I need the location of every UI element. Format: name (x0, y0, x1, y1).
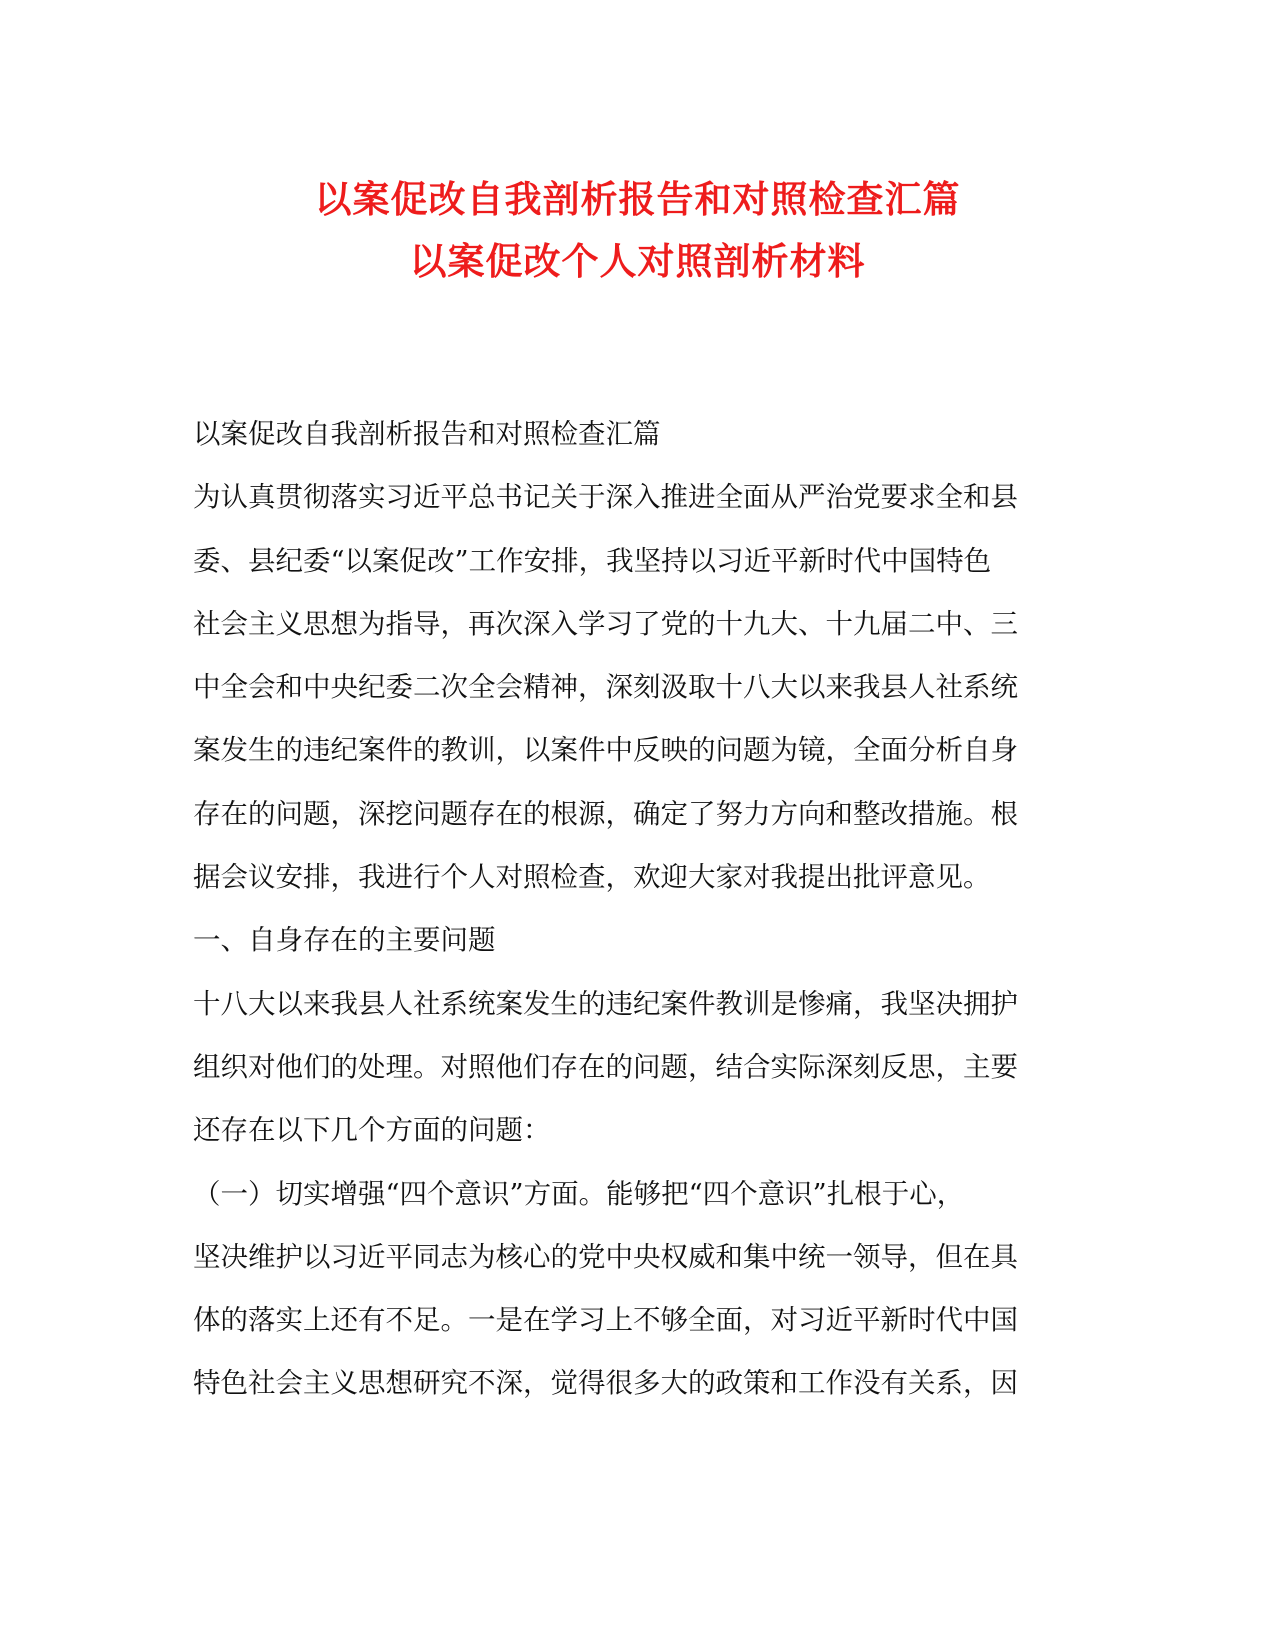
title-line-2: 以案促改个人对照剖析材料 (409, 239, 866, 283)
body-line: 委、县纪委“以案促改”工作安排，我坚持以习近平新时代中国特色 (193, 544, 992, 577)
body-line: 存在的问题，深挖问题存在的根源，确定了努力方向和整改措施。根 (193, 797, 1018, 830)
body-line: 特色社会主义思想研究不深，觉得很多大的政策和工作没有关系，因 (193, 1367, 1018, 1400)
document-title (0, 168, 1275, 292)
document-body (193, 414, 1073, 1427)
body-line: 中全会和中央纪委二次全会精神，深刻汲取十八大以来我县人社系统 (193, 671, 1018, 704)
body-line: 据会议安排，我进行个人对照检查，欢迎大家对我提出批评意见。 (193, 861, 991, 894)
body-line: 还存在以下几个方面的问题： (193, 1114, 551, 1147)
body-line: 组织对他们的处理。对照他们存在的问题，结合实际深刻反思，主要 (193, 1050, 1018, 1083)
body-line: 社会主义思想为指导，再次深入学习了党的十九大、十九届二中、三 (193, 607, 1018, 640)
body-line: 案发生的违纪案件的教训，以案件中反映的问题为镜，全面分析自身 (193, 734, 1018, 767)
body-line: 以案促改自我剖析报告和对照检查汇篇 (193, 418, 661, 450)
body-line: 十八大以来我县人社系统案发生的违纪案件教训是惨痛，我坚决拥护 (193, 987, 1018, 1020)
body-line: 坚决维护以习近平同志为核心的党中央权威和集中统一领导，但在具 (193, 1240, 1018, 1273)
body-line: 为认真贯彻落实习近平总书记关于深入推进全面从严治党要求全和县 (193, 481, 1018, 514)
section-heading: 一、自身存在的主要问题 (193, 924, 496, 957)
title-line-1: 以案促改自我剖析报告和对照检查汇篇 (314, 177, 961, 221)
body-line: （一）切实增强“四个意识”方面。能够把“四个意识”扎根于心， (193, 1177, 965, 1210)
body-line: 体的落实上还有不足。一是在学习上不够全面，对习近平新时代中国 (193, 1304, 1018, 1337)
